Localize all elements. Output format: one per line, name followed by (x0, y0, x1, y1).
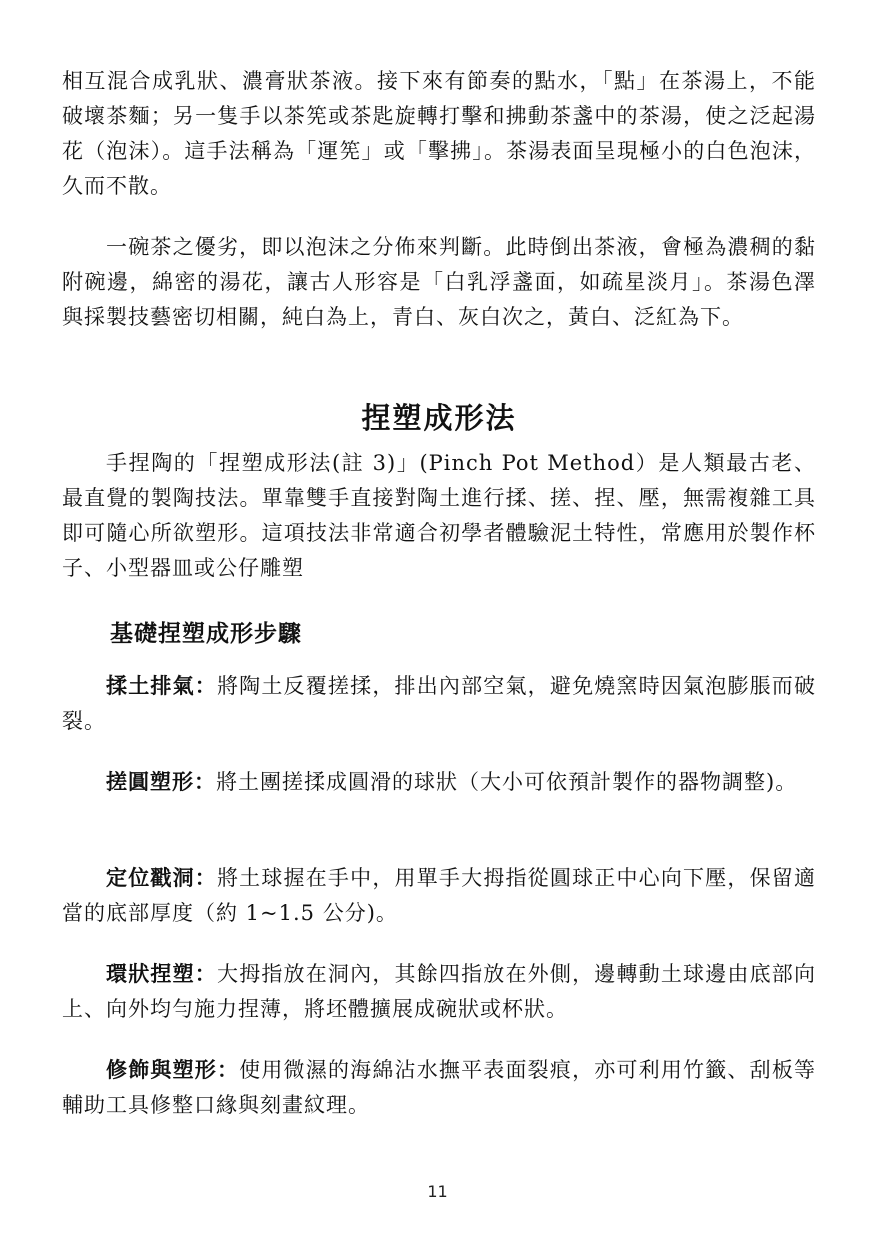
step-text: 大拇指放在洞內，其餘四指放在外側，邊轉動土球邊由底部向上、向外均勻施力捏薄，將坯體擴展成碗狀或杯狀。 (62, 962, 816, 1021)
step-text: 將土球握在手中，用單手大拇指從圓球正中心向下壓，保留適當的底部厚度（約 1~1.5 公分)。 (62, 866, 816, 925)
step-text: 使用微濕的海綿沾水撫平表面裂痕，亦可利用竹籤、刮板等輔助工具修整口緣與刻畫紋理。 (62, 1058, 817, 1117)
page-number: 11 (427, 1182, 448, 1201)
step-term: 定位戳洞： (106, 865, 217, 890)
step-term: 修飾與塑形： (106, 1057, 240, 1082)
step-text: 將土團搓揉成圓滑的球狀（大小可依預計製作的器物調整)。 (216, 770, 798, 794)
step-text: 將陶土反覆搓揉，排出內部空氣，避免燒窯時因氣泡膨脹而破裂。 (62, 674, 816, 733)
step-item (62, 956, 816, 1027)
steps-subheading: 基礎捏塑成形步驟 (110, 620, 302, 647)
section-title: 捏塑成形法 (361, 401, 517, 435)
paragraph-tea-quality: 一碗茶之優劣，即以泡沫之分佈來判斷。此時倒出茶液，會極為濃稠的黏附碗邊，綿密的湯花，讓古人形容是「白乳浮盞面，如疏星淡月」。茶湯色澤與採製技藝密切相關，純白為上，青白、灰白次之，黃白、泛紅為下。 (62, 235, 816, 329)
step-item (62, 764, 816, 800)
paragraph-tea-froth: 相互混合成乳狀、濃膏狀茶液。接下來有節奏的點水，「點」在茶湯上，不能破壞茶麵；另一隻手以茶筅或茶匙旋轉打擊和拂動茶盞中的茶湯，使之泛起湯花（泡沫）。這手法稱為「運筅」或「擊拂」。茶湯表面呈現極小的白色泡沫，久而不散。 (62, 69, 816, 198)
step-term: 搓圓塑形： (106, 769, 216, 794)
step-term: 揉土排氣： (106, 673, 217, 698)
paragraph-pinch-intro: 手捏陶的「捏塑成形法(註 3)」(Pinch Pot Method）是人類最古老、最直覺的製陶技法。單靠雙手直接對陶土進行揉、搓、捏、壓，無需複雜工具即可隨心所欲塑形。這項技法非常適合初學者體驗泥土特性，常應用於製作杯子、小型器皿或公仔雕塑 (62, 451, 816, 580)
step-item (62, 668, 816, 739)
step-term: 環狀捏塑： (106, 961, 217, 986)
step-item (62, 1052, 816, 1123)
step-item (62, 860, 816, 931)
